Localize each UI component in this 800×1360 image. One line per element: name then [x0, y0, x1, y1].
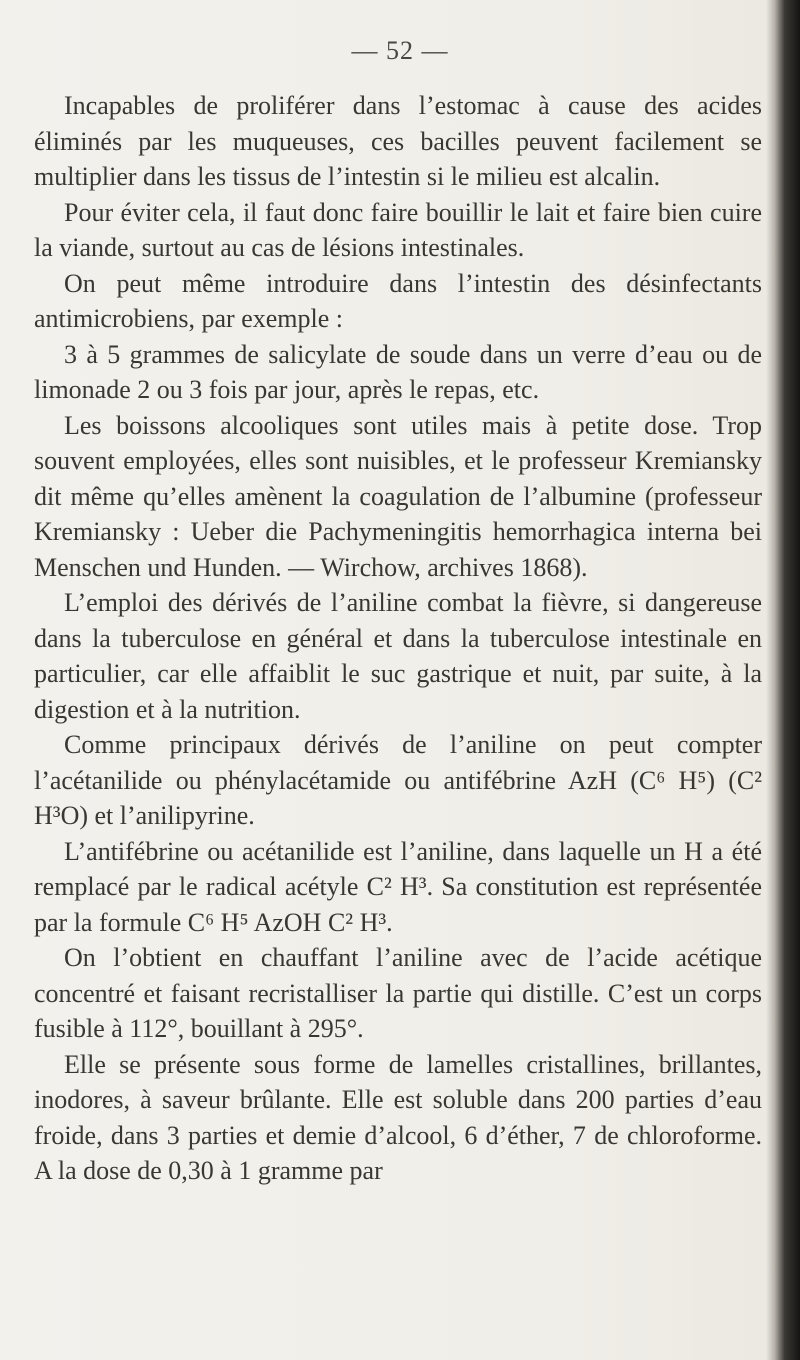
paragraph-properties: Elle se présente sous forme de lamelles cristallines, brillantes, inodores, à saveur brûlante. Elle est soluble dans 200 parties d’eau froide, dans 3 parties et demie d’alcool, 6 d’éther, 7 de chloroforme. A la dose de 0,30 à 1 gramme par	[34, 1049, 762, 1185]
paragraph-aniline-derivatives: Comme principaux dérivés de l’aniline on peut compter l’acétanilide ou phénylacétamide ou antifébrine AzH (C⁶ H⁵) (C² H³O) et l’anilipyrine.	[34, 730, 762, 830]
page-number: — 52 —	[351, 36, 449, 65]
paragraph-alcohol: Les boissons alcooliques sont utiles mais à petite dose. Trop souvent employées, elles sont nuisibles, et le professeur Kremiansky dit même qu’elles amènent la coagulation de l’albumine (professeur Kremiansky : Ueber die Pachymeningitis hemorrhagica interna bei Menschen und Hunden. — Wirchow, archives 1868).	[34, 410, 762, 582]
page-binding-edge	[766, 0, 800, 1360]
paragraph-disinfectants: On peut même introduire dans l’intestin des désinfectants antimicrobiens, par exemple :	[34, 268, 762, 333]
paragraph-antifebrine-formula: L’antifébrine ou acétanilide est l’aniline, dans laquelle un H a été remplacé par le radical acétyle C² H³. Sa constitution est représentée par la formule C⁶ H⁵ AzOH C² H³.	[34, 836, 762, 937]
paragraph-salicylate-dose: 3 à 5 grammes de salicylate de soude dans un verre d’eau ou de limonade 2 ou 3 fois par jour, après le repas, etc.	[34, 339, 762, 404]
paragraph-boil-milk: Pour éviter cela, il faut donc faire bouillir le lait et faire bien cuire la viande, surtout au cas de lésions intestinales.	[34, 197, 762, 262]
body-text	[34, 88, 762, 1189]
paragraph-aniline-fever: L’emploi des dérivés de l’aniline combat la fièvre, si dangereuse dans la tuberculose en général et dans la tuberculose intestinale en particulier, car elle affaiblit le suc gastrique et nuit, par suite, à la digestion et à la nutrition.	[34, 588, 762, 724]
paragraph-preparation: On l’obtient en chauffant l’aniline avec de l’acide acétique concentré et faisant recristalliser la partie qui distille. C’est un corps fusible à 112°, bouillant à 295°.	[34, 943, 762, 1043]
paragraph-bacilli-intestine: Incapables de proliférer dans l’estomac à cause des acides éliminés par les muqueuses, ces bacilles peuvent facilement se multiplier dans les tissus de l’intestin si le milieu est alcalin.	[34, 91, 762, 191]
